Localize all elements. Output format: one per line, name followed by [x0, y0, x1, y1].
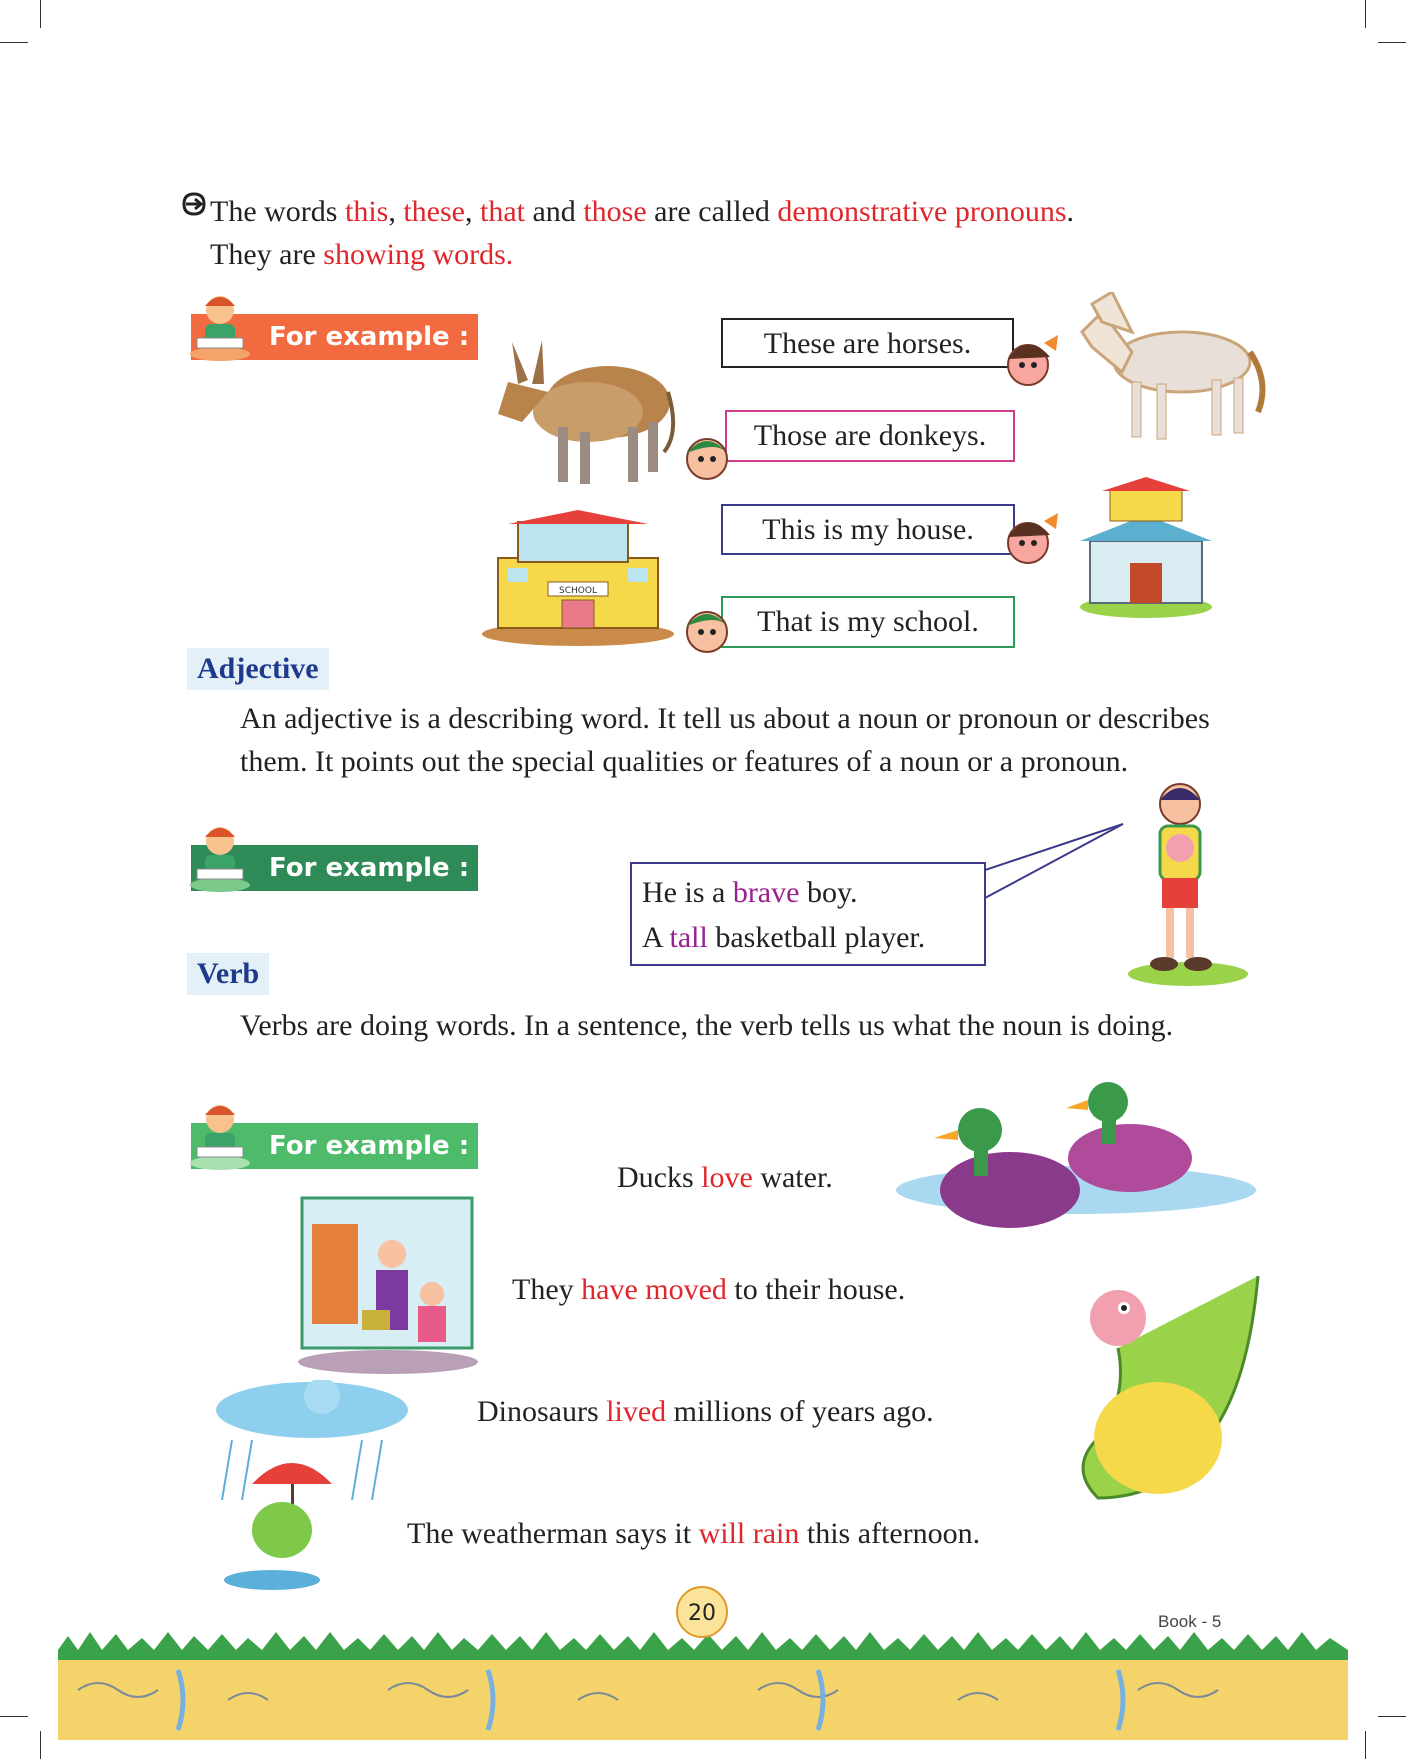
family-moving-illustration — [292, 1184, 484, 1376]
verb-example-4: The weatherman says it will rain this afternoon. — [407, 1517, 981, 1550]
horses-illustration — [1062, 292, 1272, 444]
page-number: 20 — [676, 1586, 728, 1638]
book-label: Book - 5 — [1158, 1612, 1222, 1631]
verb-example-3: Dinosaurs lived millions of years ago. — [477, 1395, 934, 1428]
adjective-example-1: He is a brave boy. — [642, 876, 858, 909]
reading-child-icon-2 — [185, 819, 255, 893]
for-example-label-3: For example : — [269, 1131, 470, 1161]
boy-face-icon — [681, 425, 733, 485]
boy-face-icon-2 — [681, 598, 733, 658]
example-these-horses: These are horses. — [721, 318, 1014, 368]
ducks-illustration — [890, 1080, 1262, 1240]
for-example-label: For example : — [269, 322, 470, 352]
boy-with-ball-illustration — [1108, 778, 1252, 992]
intro-line-2: They are showing words. — [210, 238, 514, 271]
verb-example-2: They have moved to their house. — [512, 1273, 906, 1306]
girl-face-icon-2 — [1000, 509, 1062, 569]
for-example-banner-2 — [191, 845, 478, 891]
school-sign: SCHOOL — [559, 586, 597, 596]
cloud-frog-illustration — [212, 1380, 422, 1592]
example-those-donkeys: Those are donkeys. — [725, 410, 1015, 462]
arrow-bullet-icon — [180, 190, 208, 218]
for-example-banner-1 — [191, 314, 478, 360]
verb-paragraph: Verbs are doing words. In a sentence, the verb tells us what the noun is doing. — [240, 1009, 1174, 1042]
adjective-example-2: A tall basketball player. — [642, 921, 926, 954]
adjective-heading: Adjective — [187, 648, 329, 690]
intro-line-1: The words this, these, that and those are called demonstrative pronouns. — [210, 195, 1075, 228]
school-illustration — [478, 508, 678, 648]
adjective-example-box — [630, 862, 986, 966]
for-example-banner-3 — [191, 1123, 478, 1169]
example-this-house: This is my house. — [721, 504, 1015, 555]
verb-heading: Verb — [187, 953, 269, 995]
for-example-label-2: For example : — [269, 853, 470, 883]
donkeys-illustration — [488, 322, 680, 490]
example-that-school: That is my school. — [721, 596, 1015, 648]
verb-example-1: Ducks love water. — [617, 1161, 833, 1194]
house-illustration — [1076, 475, 1216, 620]
adjective-paragraph: An adjective is a describing word. It tell us about a noun or pronoun or describes them. It points out the special qualities or features of a noun or a pronoun. — [240, 702, 1210, 778]
intro-text — [210, 190, 1280, 276]
reading-child-icon-3 — [185, 1097, 255, 1171]
girl-face-icon — [1000, 331, 1062, 391]
speech-tail — [985, 820, 1125, 900]
dinosaur-illustration — [1058, 1268, 1280, 1516]
reading-child-icon — [185, 288, 255, 362]
